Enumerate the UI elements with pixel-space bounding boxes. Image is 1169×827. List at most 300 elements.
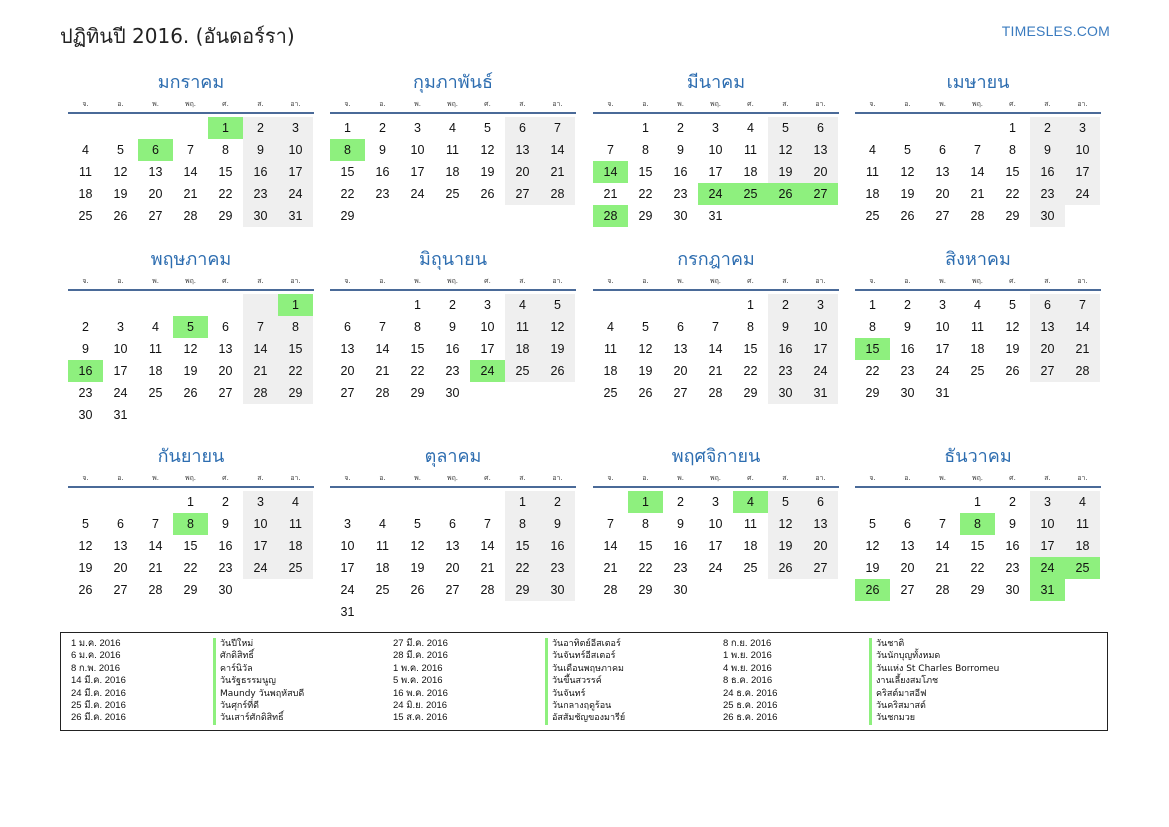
day-cell: 2 [540,491,575,513]
day-cell: 15 [183,539,198,553]
weekday-label: อ. [642,100,649,108]
empty-cell [698,294,733,316]
weekday-header [593,273,839,291]
day-cell: 5 [768,117,803,139]
weekday-label: จ. [344,277,351,285]
day-cell: 10 [803,316,838,338]
month-name: กันยายน [157,446,225,467]
day-cell: 5 [642,320,649,334]
day-cell: 8 [642,517,649,531]
day-cell: 16 [445,342,460,356]
holiday-date: 5 พ.ค. 2016 [393,675,443,687]
day-cell: 10 [113,342,128,356]
day-cell: 17 [113,364,128,378]
day-cell: 23 [900,364,915,378]
day-cell: 18 [743,539,758,553]
weekday-label: จ. [344,100,351,108]
day-cell: 10 [340,539,355,553]
empty-cell [593,491,628,513]
empty-cell [173,117,208,139]
day-cell: 6 [449,517,456,531]
day-cell: 19 [865,561,880,575]
day-cell: 1 [642,121,649,135]
day-cell: 4 [449,121,456,135]
day-cell: 1 [505,491,540,513]
day-cell: 30 [540,579,575,601]
day-cell: 19 [410,561,425,575]
month-name: กุมภาพันธ์ [413,72,493,93]
day-cell: 13 [935,165,950,179]
day-cell: 7 [484,517,491,531]
weekday-label: พฤ. [971,100,984,108]
empty-cell [68,491,103,513]
weekday-label: อ. [379,277,386,285]
brand-link[interactable]: TIMESLES.COM [1001,23,1110,39]
day-cell: 24 [278,183,313,205]
empty-cell [173,294,208,316]
holiday-date: 1 ม.ค. 2016 [71,638,121,649]
day-cell: 21 [1065,338,1100,360]
weekday-label: อา. [1077,100,1088,108]
day-cell: 4 [607,320,614,334]
day-cell: 8 [414,320,421,334]
weekday-label: พฤ. [971,277,984,285]
day-cell: 25 [148,386,163,400]
day-cell: 7 [607,143,614,157]
day-cell: 23 [375,187,390,201]
weekday-label: อ. [379,474,386,482]
day-cell: 5 [117,143,124,157]
day-cell: 26 [900,209,915,223]
day-cell: 25 [375,583,390,597]
day-cell: 29 [1005,209,1020,223]
day-cell: 11 [278,513,313,535]
holiday-name: วันคริสมาสต์ [869,700,999,712]
day-cell: 17 [278,161,313,183]
holiday-date: 1 พ.ค. 2016 [393,662,443,674]
day-cell: 25 [445,187,460,201]
weekday-header [68,470,314,488]
day-cell: 2 [1030,117,1065,139]
day-cell: 5 [904,143,911,157]
month-block [68,444,314,601]
holiday-day-cell: 15 [855,338,890,360]
holiday-date: 24 มิ.ย. 2016 [393,699,448,711]
day-cell: 20 [1030,338,1065,360]
weekday-label: อ. [117,474,124,482]
day-cell: 28 [1065,360,1100,382]
day-cell: 16 [1030,161,1065,183]
day-cell: 13 [218,342,233,356]
day-cell: 3 [484,298,491,312]
day-cell: 28 [480,583,495,597]
holiday-date: 25 ธ.ค. 2016 [723,699,778,711]
day-cell: 26 [638,386,653,400]
month-block [855,70,1101,227]
day-cell: 6 [904,517,911,531]
day-cell: 29 [743,386,758,400]
day-cell: 26 [410,583,425,597]
day-cell: 7 [152,517,159,531]
day-cell: 18 [865,187,880,201]
holiday-day-cell: 24 [1030,557,1065,579]
day-cell: 28 [375,386,390,400]
day-cell: 13 [505,139,540,161]
day-cell: 27 [1030,360,1065,382]
day-cell: 14 [1065,316,1100,338]
day-cell: 27 [340,386,355,400]
day-cell: 1 [1009,121,1016,135]
empty-cell [330,491,365,513]
day-cell: 12 [1005,320,1020,334]
day-cell: 28 [148,583,163,597]
day-cell: 8 [869,320,876,334]
weekday-label: จ. [869,474,876,482]
day-cell: 30 [445,386,460,400]
day-cell: 13 [673,342,688,356]
weekday-label: ส. [1044,100,1051,108]
weekday-label: อ. [117,100,124,108]
day-cell: 17 [1030,535,1065,557]
day-cell: 15 [340,165,355,179]
day-grid [593,294,838,404]
day-cell: 17 [340,561,355,575]
day-cell: 15 [638,539,653,553]
day-cell: 12 [900,165,915,179]
day-cell: 4 [974,298,981,312]
day-cell: 21 [540,161,575,183]
holiday-name: วันชกมวย [869,712,999,724]
day-cell: 14 [480,539,495,553]
day-cell: 24 [1065,183,1100,205]
day-cell: 28 [935,583,950,597]
month-name: มิถุนายน [418,249,488,270]
day-cell: 13 [340,342,355,356]
day-grid [330,294,575,404]
empty-cell [855,117,890,139]
day-cell: 19 [78,561,93,575]
holiday-name: วันกลางฤดูร้อน [545,700,625,712]
day-cell: 9 [222,517,229,531]
day-cell: 17 [1065,161,1100,183]
day-cell: 1 [187,495,194,509]
day-cell: 26 [113,209,128,223]
day-cell: 13 [445,539,460,553]
weekday-label: จ. [82,474,89,482]
holiday-day-cell: 8 [330,139,365,161]
day-cell: 4 [869,143,876,157]
day-grid [855,117,1100,227]
day-cell: 11 [866,165,879,179]
holiday-day-cell: 6 [138,139,173,161]
day-cell: 2 [449,298,456,312]
day-cell: 2 [904,298,911,312]
empty-cell [435,491,470,513]
day-cell: 15 [743,342,758,356]
weekday-header [330,96,576,114]
empty-cell [103,294,138,316]
weekday-label: ส. [782,100,789,108]
day-cell: 3 [243,491,278,513]
day-cell: 11 [744,143,757,157]
day-cell: 23 [1005,561,1020,575]
weekday-label: อ. [904,474,911,482]
day-cell: 1 [344,121,351,135]
day-cell: 11 [971,320,984,334]
day-cell: 16 [673,165,688,179]
holiday-day-cell: 14 [593,161,628,183]
holiday-day-cell: 1 [208,117,243,139]
day-cell: 30 [218,583,233,597]
day-cell: 18 [445,165,460,179]
weekday-label: ศ. [747,474,754,482]
day-cell: 10 [1065,139,1100,161]
holiday-name: วันอาทิตย์อีสเตอร์ [545,638,625,650]
day-cell: 12 [113,165,128,179]
day-cell: 13 [803,139,838,161]
weekday-label: ส. [519,474,526,482]
day-cell: 10 [243,513,278,535]
day-cell: 5 [540,294,575,316]
weekday-label: อา. [552,277,563,285]
day-cell: 19 [900,187,915,201]
day-cell: 26 [540,360,575,382]
day-cell: 2 [768,294,803,316]
day-cell: 11 [79,165,92,179]
weekday-label: อ. [379,100,386,108]
day-cell: 6 [505,117,540,139]
holiday-date: 8 ธ.ค. 2016 [723,675,773,687]
weekday-label: จ. [869,100,876,108]
day-cell: 6 [1030,294,1065,316]
day-cell: 16 [540,535,575,557]
day-cell: 9 [82,342,89,356]
day-cell: 21 [708,364,723,378]
day-cell: 20 [218,364,233,378]
month-block [593,247,839,404]
day-cell: 21 [970,187,985,201]
empty-cell [138,117,173,139]
weekday-label: พ. [677,474,684,482]
weekday-header [330,273,576,291]
day-cell: 15 [278,338,313,360]
day-cell: 14 [708,342,723,356]
weekday-label: พ. [414,474,421,482]
day-cell: 23 [673,187,688,201]
holiday-date: 26 ธ.ค. 2016 [723,712,778,724]
day-cell: 9 [904,320,911,334]
day-cell: 4 [379,517,386,531]
day-cell: 6 [344,320,351,334]
weekday-header [68,273,314,291]
day-cell: 16 [375,165,390,179]
day-cell: 20 [803,161,838,183]
day-cell: 8 [278,316,313,338]
day-cell: 13 [113,539,128,553]
day-cell: 20 [935,187,950,201]
day-cell: 9 [1009,517,1016,531]
day-cell: 4 [747,121,754,135]
month-name: สิงหาคม [945,249,1011,270]
weekday-header [855,470,1101,488]
holiday-day-cell: 8 [960,513,995,535]
weekday-label: พฤ. [709,100,722,108]
day-cell: 25 [505,360,540,382]
day-cell: 20 [803,535,838,557]
month-block [593,444,839,601]
day-cell: 18 [970,342,985,356]
empty-cell [365,294,400,316]
day-cell: 3 [939,298,946,312]
holiday-name: วันจันทร์อีสเตอร์ [545,650,625,662]
holiday-day-cell: 26 [768,183,803,205]
day-cell: 12 [540,316,575,338]
day-cell: 12 [183,342,198,356]
day-cell: 2 [1009,495,1016,509]
day-cell: 11 [446,143,459,157]
day-cell: 23 [445,364,460,378]
weekday-label: จ. [607,100,614,108]
day-cell: 18 [603,364,618,378]
day-cell: 11 [744,517,757,531]
empty-cell [365,491,400,513]
holiday-day-cell: 31 [1030,579,1065,601]
holiday-day-cell: 5 [173,316,208,338]
empty-cell [925,117,960,139]
weekday-header [68,96,314,114]
empty-cell [593,294,628,316]
day-cell: 10 [278,139,313,161]
holiday-date: 25 มี.ค. 2016 [71,699,126,711]
day-cell: 4 [82,143,89,157]
day-cell: 12 [78,539,93,553]
day-cell: 3 [1030,491,1065,513]
day-cell: 21 [183,187,198,201]
weekday-label: พ. [677,100,684,108]
weekday-header [330,470,576,488]
day-cell: 15 [410,342,425,356]
holiday-name: คริสต์มาสอีฟ [869,688,999,700]
day-cell: 29 [183,583,198,597]
weekday-label: จ. [82,100,89,108]
day-cell: 7 [712,320,719,334]
day-cell: 22 [278,360,313,382]
day-cell: 31 [708,209,723,223]
weekday-label: อา. [290,474,301,482]
day-cell: 22 [743,364,758,378]
day-cell: 2 [243,117,278,139]
day-cell: 26 [78,583,93,597]
day-grid [68,117,313,227]
day-cell: 26 [480,187,495,201]
day-cell: 10 [935,320,950,334]
day-cell: 21 [375,364,390,378]
day-cell: 18 [148,364,163,378]
weekday-label: พ. [939,100,946,108]
day-cell: 7 [939,517,946,531]
empty-cell [960,117,995,139]
day-cell: 29 [638,209,653,223]
day-cell: 25 [743,561,758,575]
day-cell: 22 [638,187,653,201]
day-cell: 24 [113,386,128,400]
month-block [330,70,576,227]
day-cell: 4 [505,294,540,316]
day-cell: 7 [974,143,981,157]
day-cell: 21 [603,187,618,201]
holiday-date: 4 พ.ย. 2016 [723,662,772,674]
day-cell: 15 [505,535,540,557]
weekday-label: อา. [815,100,826,108]
day-cell: 23 [78,386,93,400]
day-cell: 30 [673,209,688,223]
weekday-label: พ. [152,277,159,285]
month-name: พฤศจิกายน [671,446,761,467]
holiday-day-cell: 27 [803,183,838,205]
empty-cell [243,294,278,316]
weekday-label: อา. [290,277,301,285]
day-cell: 2 [82,320,89,334]
day-cell: 13 [900,539,915,553]
day-cell: 31 [340,605,355,619]
day-cell: 7 [1065,294,1100,316]
empty-cell [103,117,138,139]
holiday-day-cell: 28 [593,205,628,227]
day-cell: 30 [243,205,278,227]
holiday-name: วันเดือนพฤษภาคม [545,663,625,675]
weekday-label: พ. [152,474,159,482]
empty-cell [925,491,960,513]
day-cell: 18 [78,187,93,201]
holiday-date: 15 ส.ค. 2016 [393,712,448,724]
day-cell: 23 [768,360,803,382]
day-cell: 23 [673,561,688,575]
weekday-label: ศ. [222,100,229,108]
day-cell: 24 [340,583,355,597]
month-name: เมษายน [946,72,1010,93]
day-grid [330,491,575,623]
holiday-name: วันนักบุญทั้งหมด [869,650,999,662]
day-cell: 23 [1030,183,1065,205]
day-cell: 25 [865,209,880,223]
day-cell: 6 [803,491,838,513]
holiday-day-cell: 24 [470,360,505,382]
day-grid [855,294,1100,404]
day-cell: 19 [768,161,803,183]
month-name: มีนาคม [686,72,746,93]
day-cell: 28 [970,209,985,223]
day-cell: 19 [1005,342,1020,356]
day-cell: 29 [278,382,313,404]
weekday-label: อา. [1077,474,1088,482]
day-cell: 6 [939,143,946,157]
day-cell: 8 [642,143,649,157]
weekday-label: พฤ. [184,474,197,482]
day-cell: 17 [708,165,723,179]
empty-cell [855,491,890,513]
day-cell: 17 [708,539,723,553]
day-cell: 23 [218,561,233,575]
weekday-label: ศ. [222,277,229,285]
weekday-label: พฤ. [446,474,459,482]
day-cell: 3 [803,294,838,316]
day-cell: 5 [414,517,421,531]
day-cell: 21 [148,561,163,575]
day-cell: 7 [379,320,386,334]
day-grid [330,117,575,227]
day-cell: 16 [1005,539,1020,553]
empty-cell [628,294,663,316]
